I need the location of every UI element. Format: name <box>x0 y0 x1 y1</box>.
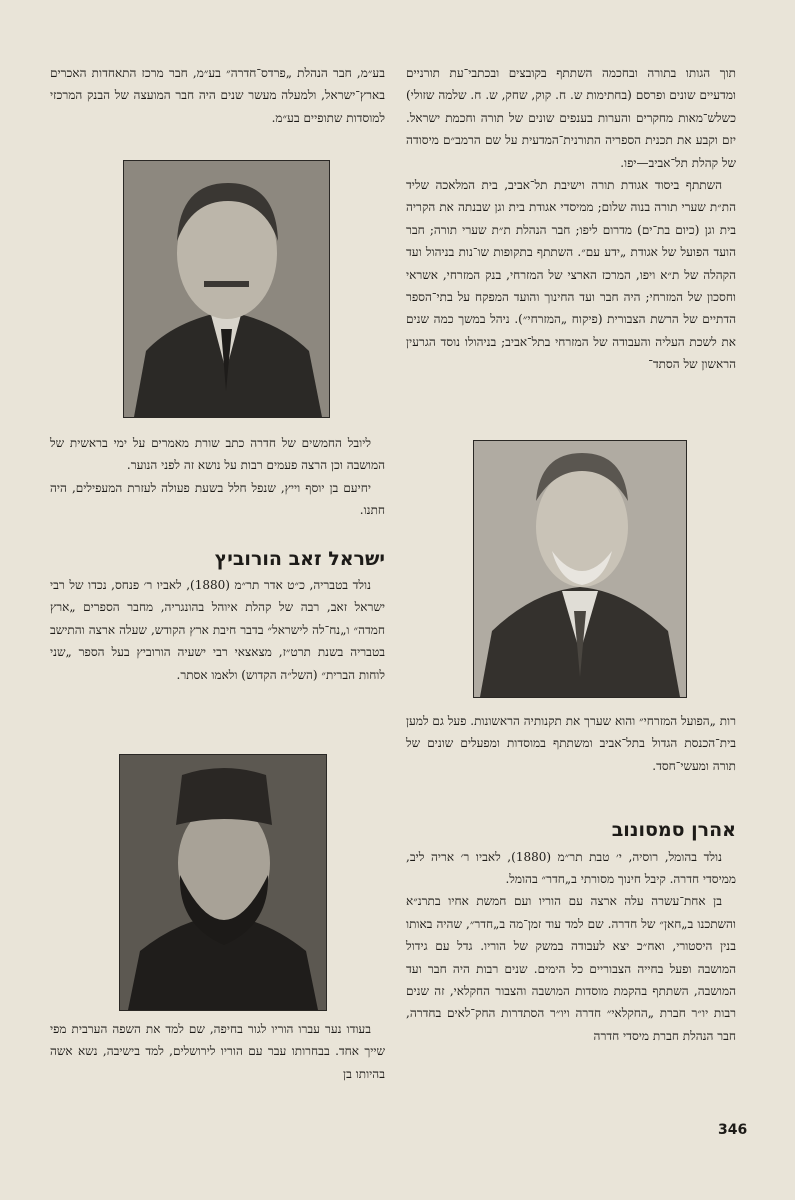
text-paragraph: רות „הפועל המזרחי״ והוא שערך את תקנותיה הראשונות. פעל גם למען בית־הכנסת הגדול בתל־אביב ומשתתף במוסדות ומפעלים שונים של תורה ומעשי־חסד. <box>406 714 736 773</box>
text-paragraph: נולד בטבריה, כ״ט אדר תר״מ (1880), לאביו ר׳ פנחס, נכדו של רבי ישראל זאב, רבה של קהלת איוהל בהונגריה, מחבר הספרים „ארץ חמדה״ ו„נח־לה לישראל״ בדבר חיבת ארץ הקודש, שעלה ארצה והתישב בטבריה בשנת תרט״ז, מצאצאי רבי ישעיה הורוביץ בעל הספר „שני לוחות הברית״ (השל״ה הקדוש) ולאמו אסתר. <box>50 578 385 682</box>
bio-heading: ישראל זאב הורוביץ <box>214 547 385 570</box>
text-paragraph: השתתף ביסוד אגודת תורה וישיבת תל־אביב, בית המלאכה שליד הת״ת שערי תורה בנוה שלום; ממיסדי אגודת בית וגן שבנתה את הקריה בית וגן (כיום בת־ים) מדרום ליפו; חבר הנהלת ת״ת שערי תורה; חבר הועד הפועל של אגודת „ידע עם״. השתתף בתקופות שו־נות בניהול ועד הקהלה של ת״א ויפו, המרכז הארצי של המזרחי, בנק המזרחי, אשראי וחסכון של המזרחי; היה חבר ועד החינוך והועד המפקח על בתי־הספר הדתיים של הרשת הצבורית (פיקוח „המזרחי״). ניהל במשך כמה שנים את לשכת העליה והעבודה של המזרחי בתל־אביב; בניהולו נוסד הגרעין הראשון של הסתד־ <box>406 178 736 372</box>
text-paragraph: בן אחת־עשרה עלה ארצה עם הוריו ועם חמשת אחיו בתרנ״א והשתכנו ב„חאן״ של חדרה. שם למד עוד זמן־מה ב„חדר״, שהיה באותו בנין היסטורי, ואח״כ יצא לעבודה במשק של הוריו. גדל עם גידול המושבה ופעל בחייה הצבוריים כל הימים. שנים רבות היה חבר ועד המושבה, השתתף בהקמת מוסדות המושבה והצבור החקלאי, זה שנים רבות יו״ר חברת „החקלאי״ חדרה ויו״ר הסתדרות החק־לאים בחדרה, חבר הנהלת חברת מיסדי חדרה <box>406 894 736 1043</box>
page-number: 346 <box>718 1122 748 1138</box>
portrait-photo-elderly-man <box>473 440 687 698</box>
text-paragraph: יחיעם בן יוסף וייץ, שנפל חלל בשעת פעולה לעזרת המעפילים, היה חתנו. <box>50 480 385 518</box>
text-paragraph: בע״מ, חבר הנהלת „פרדס־חדרה״ בע״מ, חבר מרכז התאחדות האכרים בארץ־ישראל, ולמעלה מעשר שנים היה חבר המועצה של הבנק המרכזי למוסדות שתופיים בע״מ. <box>50 66 385 125</box>
right-column-lower <box>406 710 736 1047</box>
bio-heading: אהרן סמסונוב <box>611 819 736 842</box>
text-paragraph: ליובל החמשים של חדרה כתב שורת מאמרים על ימי בראשית של המושבה וכן הרצה פעמים רבות על נושא זה לפני הנוער. <box>50 436 385 473</box>
text-paragraph: בעודו נער עברו הוריו לגור בחיפה, שם למד את השפה הערבית מפי שייך אחד. בבחרותו עבר עם הוריו לירושלים, למד בישיבה, נשא אשה בהיותו בן <box>50 1022 385 1081</box>
text-paragraph: נולד בהומל, רוסיה, י׳ טבת תר״מ (1880), לאביו ר׳ אריה ליב, ממיסדי חדרה. קיבל חינוך מסורתי ב„חדר״ בהומל. <box>406 849 736 887</box>
left-column-bottom <box>50 1018 385 1085</box>
left-column-middle <box>50 432 385 686</box>
left-column <box>50 62 385 129</box>
portrait-photo-man-fez <box>119 754 327 1011</box>
text-paragraph: תוך הגותו בתורה ובחכמה השתתף בקובצים ובכתבי־עת תורניים ומדעיים שונים ופרסם (בחתימות ש. ח. קוק, שחק, ש. ח. שלמה שזולי) כשלש־מאות מחקרים והערות בענפים שונים של תורה וחכמת ישראל. יזם וקבע את תכנית הספריה התורנית־המדעית על שם הרמב״ם מיסודה של קהלת תל־אביב—יפו. <box>406 66 736 170</box>
portrait-photo-man-suit <box>123 160 330 418</box>
